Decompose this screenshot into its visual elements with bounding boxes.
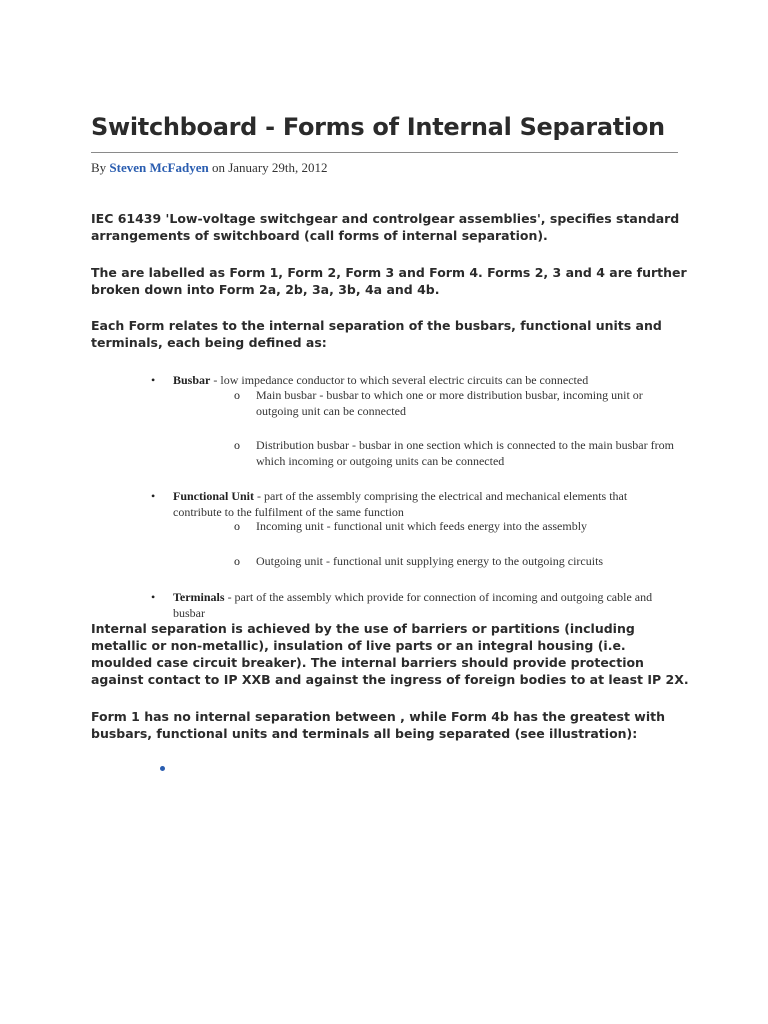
paragraph-internal-separation: Internal separation is achieved by the use of barriers or partitions (including metallic or non-metallic), insulation of live parts or an integral housing (i.e. moulded case circuit breaker). The internal barriers should provide protection against contact to IP XXB and against the ingress of foreign bodies to at least IP 2X. bbox=[91, 621, 689, 687]
byline-prefix: By bbox=[91, 160, 107, 175]
paragraph-forms: The are labelled as Form 1, Form 2, Form 3 and Form 4. Forms 2, 3 and 4 are further broken down into Form 2a, 2b, 3a, 3b, 4a and 4b. bbox=[91, 265, 687, 297]
bullet-marker: • bbox=[151, 373, 156, 387]
publish-date: January 29th, 2012 bbox=[228, 160, 328, 175]
sub-item-outgoing-unit: Outgoing unit - functional unit supplying energy to the outgoing circuits bbox=[256, 554, 604, 568]
article-title: Switchboard - Forms of Internal Separation bbox=[91, 113, 665, 141]
bullet-marker: • bbox=[151, 590, 156, 604]
bullet-marker: • bbox=[151, 489, 156, 503]
term-functional-unit: Functional Unit bbox=[173, 489, 255, 503]
sub-bullet-marker: o bbox=[234, 519, 240, 533]
paragraph-definitions-intro: Each Form relates to the internal separation of the busbars, functional units and terminals, each being defined as: bbox=[91, 318, 662, 350]
definition-functional-unit bbox=[173, 488, 663, 520]
paragraph-form-comparison: Form 1 has no internal separation between , while Form 4b has the greatest with busbars, functional units and terminals all being separated (see illustration): bbox=[91, 709, 665, 741]
definition-terminals bbox=[173, 589, 683, 621]
title-divider bbox=[91, 152, 678, 153]
definition-busbar-text: - low impedance conductor to which several electric circuits can be connected bbox=[213, 373, 589, 387]
sub-bullet-marker: o bbox=[234, 388, 240, 402]
paragraph-standard: IEC 61439 'Low-voltage switchgear and controlgear assemblies', specifies standard arrangements of switchboard (call forms of internal separation). bbox=[91, 211, 680, 243]
sub-item-incoming-unit: Incoming unit - functional unit which feeds energy into the assembly bbox=[256, 519, 588, 533]
sub-bullet-marker: o bbox=[234, 554, 240, 568]
sub-bullet-marker: o bbox=[234, 438, 240, 452]
byline-date-prefix: on bbox=[211, 160, 225, 175]
term-terminals: Terminals bbox=[173, 590, 225, 604]
term-busbar: Busbar bbox=[173, 373, 211, 387]
byline bbox=[91, 160, 328, 176]
author-link[interactable]: Steven McFadyen bbox=[109, 160, 209, 175]
carousel-dot-icon[interactable] bbox=[160, 766, 165, 771]
definition-busbar bbox=[173, 372, 693, 388]
sub-item-main-busbar: Main busbar - busbar to which one or more distribution busbar, incoming unit or outgoing unit can be connected bbox=[256, 388, 643, 418]
definition-functional-unit-text: - part of the assembly comprising the electrical and mechanical elements that contribute to the fulfilment of the same function bbox=[173, 489, 628, 519]
definition-terminals-text: - part of the assembly which provide for connection of incoming and outgoing cable and busbar bbox=[173, 590, 653, 620]
sub-item-distribution-busbar: Distribution busbar - busbar in one section which is connected to the main busbar from which incoming or outgoing units can be connected bbox=[256, 438, 674, 468]
